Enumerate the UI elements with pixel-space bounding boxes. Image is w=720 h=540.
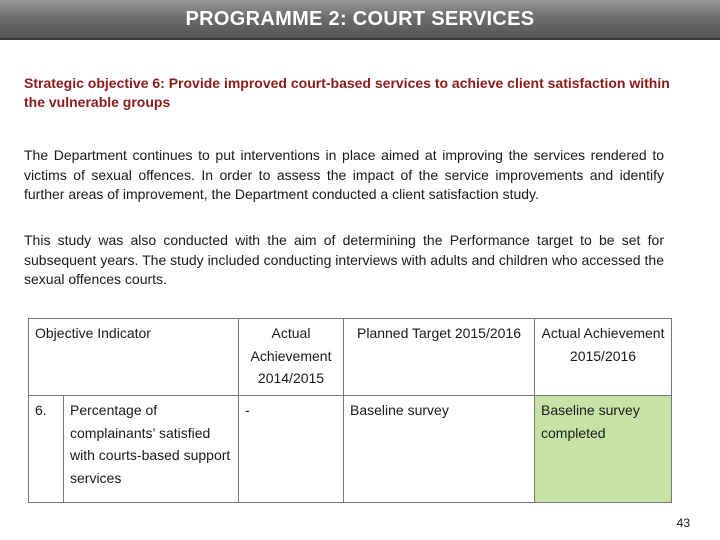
strategic-objective: Strategic objective 6: Provide improved court-based services to achieve client satisfaction within the vulnerable groups	[24, 75, 670, 110]
row-indicator: Percentage of complainants’ satisfied with courts-based support services	[64, 396, 239, 503]
table-header-row	[29, 319, 672, 396]
header-actual-2015: Actual Achievement 2015/2016	[535, 319, 672, 396]
header-planned-2015: Planned Target 2015/2016	[344, 319, 535, 396]
header-actual-2014: Actual Achievement 2014/2015	[239, 319, 344, 396]
page-number: 43	[676, 516, 690, 530]
row-actual-2014: -	[239, 396, 344, 503]
row-number: 6.	[29, 396, 64, 503]
indicator-table	[28, 318, 672, 503]
title-bar	[0, 0, 720, 40]
page-title: PROGRAMME 2: COURT SERVICES	[185, 8, 535, 30]
row-actual-2015: Baseline survey completed	[535, 396, 672, 503]
paragraph-intro: The Department continues to put interventions in place aimed at improving the services rendered to victims of sexual offences. In order to assess the impact of the service improvements and identify further areas of improvement, the Department conducted a client satisfaction study.	[24, 147, 664, 202]
header-objective-indicator: Objective Indicator	[29, 319, 239, 396]
row-planned-2015: Baseline survey	[344, 396, 535, 503]
table-row	[29, 396, 672, 503]
paragraph-study: This study was also conducted with the aim of determining the Performance target to be set for subsequent years. The study included conducting interviews with adults and children who accessed the sexual offences courts.	[24, 232, 664, 287]
